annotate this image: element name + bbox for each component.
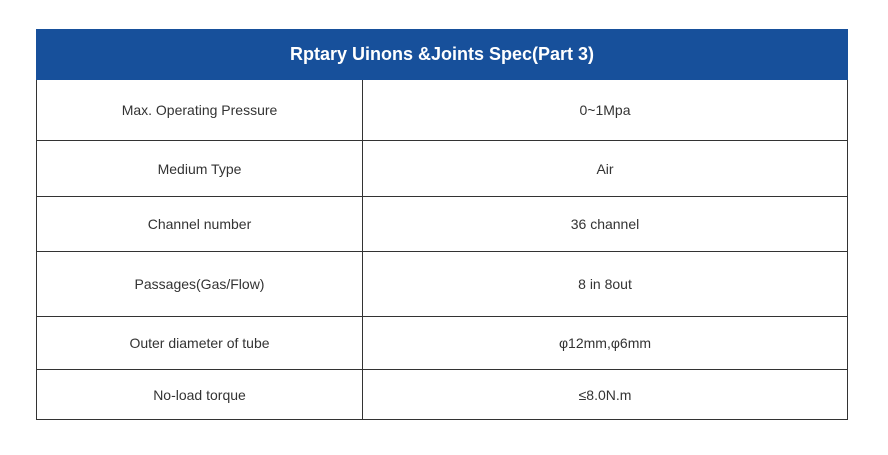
table-title: Rptary Uinons &Joints Spec(Part 3) [37,30,848,80]
spec-value: ≤8.0N.m [363,370,848,420]
table-row [37,370,848,420]
spec-table [36,29,848,420]
table-row [37,80,848,141]
spec-label: Channel number [37,197,363,252]
table-row [37,252,848,317]
spec-label: Medium Type [37,141,363,197]
table-row [37,141,848,197]
spec-value: Air [363,141,848,197]
spec-value: φ12mm,φ6mm [363,317,848,370]
spec-label: Outer diameter of tube [37,317,363,370]
spec-value: 0~1Mpa [363,80,848,141]
spec-label: Max. Operating Pressure [37,80,363,141]
spec-label: Passages(Gas/Flow) [37,252,363,317]
spec-value: 36 channel [363,197,848,252]
spec-value: 8 in 8out [363,252,848,317]
table-header-row [37,30,848,80]
spec-label: No-load torque [37,370,363,420]
table-row [37,317,848,370]
table-row [37,197,848,252]
